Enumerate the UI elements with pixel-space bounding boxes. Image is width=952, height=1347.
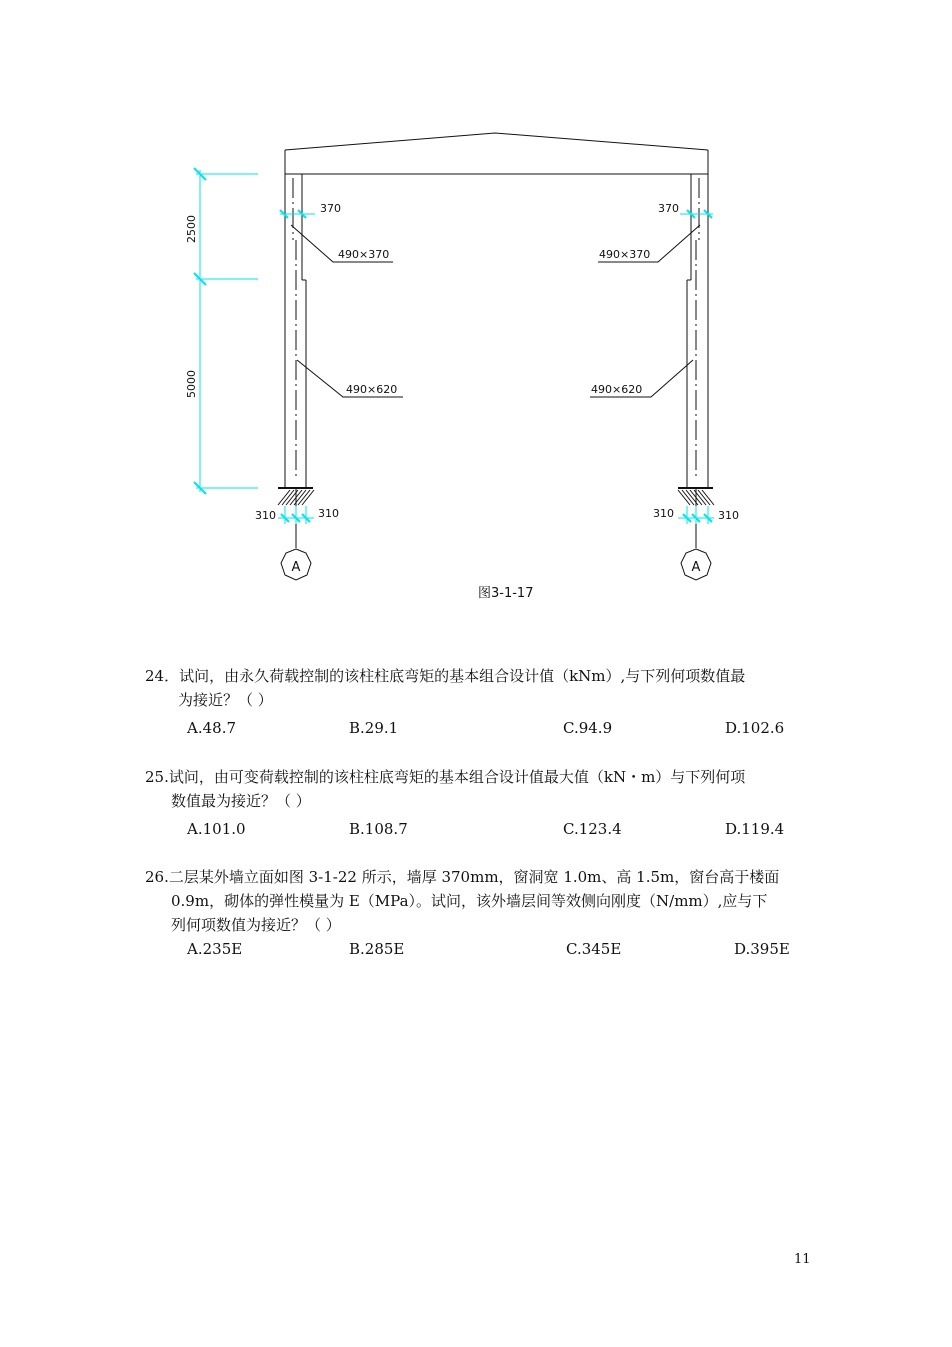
dim-base-left-b: 310 — [318, 507, 339, 520]
dim-bottom-height: 5000 — [185, 370, 198, 398]
question-25-options — [145, 817, 815, 841]
question-24-line2: 为接近？（ ） — [178, 691, 273, 709]
option-d[interactable]: D.102.6 — [725, 719, 785, 737]
section-upper-right: 490×370 — [599, 248, 651, 261]
page-number: 11 — [794, 1252, 811, 1267]
option-a[interactable]: A.48.7 — [187, 719, 236, 737]
dim-base-right-a: 310 — [653, 507, 674, 520]
option-c[interactable]: C.123.4 — [563, 820, 622, 838]
axis-label-left: A — [291, 560, 301, 575]
option-a[interactable]: A.235E — [187, 940, 243, 958]
question-24-line1: 24．试问，由永久荷载控制的该柱柱底弯矩的基本组合设计值（kNm）,与下列何项数值最 — [145, 667, 746, 685]
frame-drawing — [0, 0, 952, 620]
section-lower-left: 490×620 — [346, 383, 398, 396]
option-a[interactable]: A.101.0 — [187, 820, 246, 838]
dim-top-height: 2500 — [185, 215, 198, 243]
figure-caption-text: 图3-1-17 — [478, 586, 534, 601]
question-26-line2: 0.9m，砌体的弹性模量为 E（MPa）。试问，该外墙层间等效侧向刚度（N/mm）,应与下 — [171, 892, 768, 910]
option-c[interactable]: C.345E — [566, 940, 622, 958]
question-26 — [145, 865, 815, 961]
roof — [285, 133, 708, 174]
upper-width-dims — [280, 210, 713, 218]
question-25 — [145, 765, 815, 841]
section-upper-left: 490×370 — [338, 248, 390, 261]
question-26-line1: 26.二层某外墙立面如图 3-1-22 所示，墙厚 370mm，窗洞宽 1.0m、高 1.5m，窗台高于楼面 — [145, 868, 780, 886]
question-24-options — [145, 716, 815, 740]
option-d[interactable]: D.119.4 — [725, 820, 785, 838]
dim-base-right-b: 310 — [718, 509, 739, 522]
right-base-hatch — [678, 490, 714, 505]
question-24 — [145, 664, 815, 740]
question-25-line2: 数值最为接近？（ ） — [171, 792, 311, 810]
option-c[interactable]: C.94.9 — [563, 719, 613, 737]
option-b[interactable]: B.29.1 — [349, 719, 399, 737]
option-b[interactable]: B.285E — [349, 940, 405, 958]
vertical-dimension — [194, 168, 258, 494]
question-26-options — [145, 937, 815, 961]
dim-upper-width-right: 370 — [658, 202, 679, 215]
question-25-line1: 25.试问，由可变荷载控制的该柱柱底弯矩的基本组合设计值最大值（kN・m）与下列何项 — [145, 768, 746, 786]
option-b[interactable]: B.108.7 — [349, 820, 408, 838]
option-d[interactable]: D.395E — [734, 940, 790, 958]
axis-label-right: A — [691, 560, 701, 575]
question-26-line3: 列何项数值为接近？（ ） — [171, 916, 341, 934]
base-dims — [278, 506, 714, 524]
dim-base-left-a: 310 — [255, 509, 276, 522]
section-lower-right: 490×620 — [591, 383, 643, 396]
dim-upper-width-left: 370 — [320, 202, 341, 215]
left-base-hatch — [278, 490, 314, 505]
left-column — [278, 174, 313, 548]
